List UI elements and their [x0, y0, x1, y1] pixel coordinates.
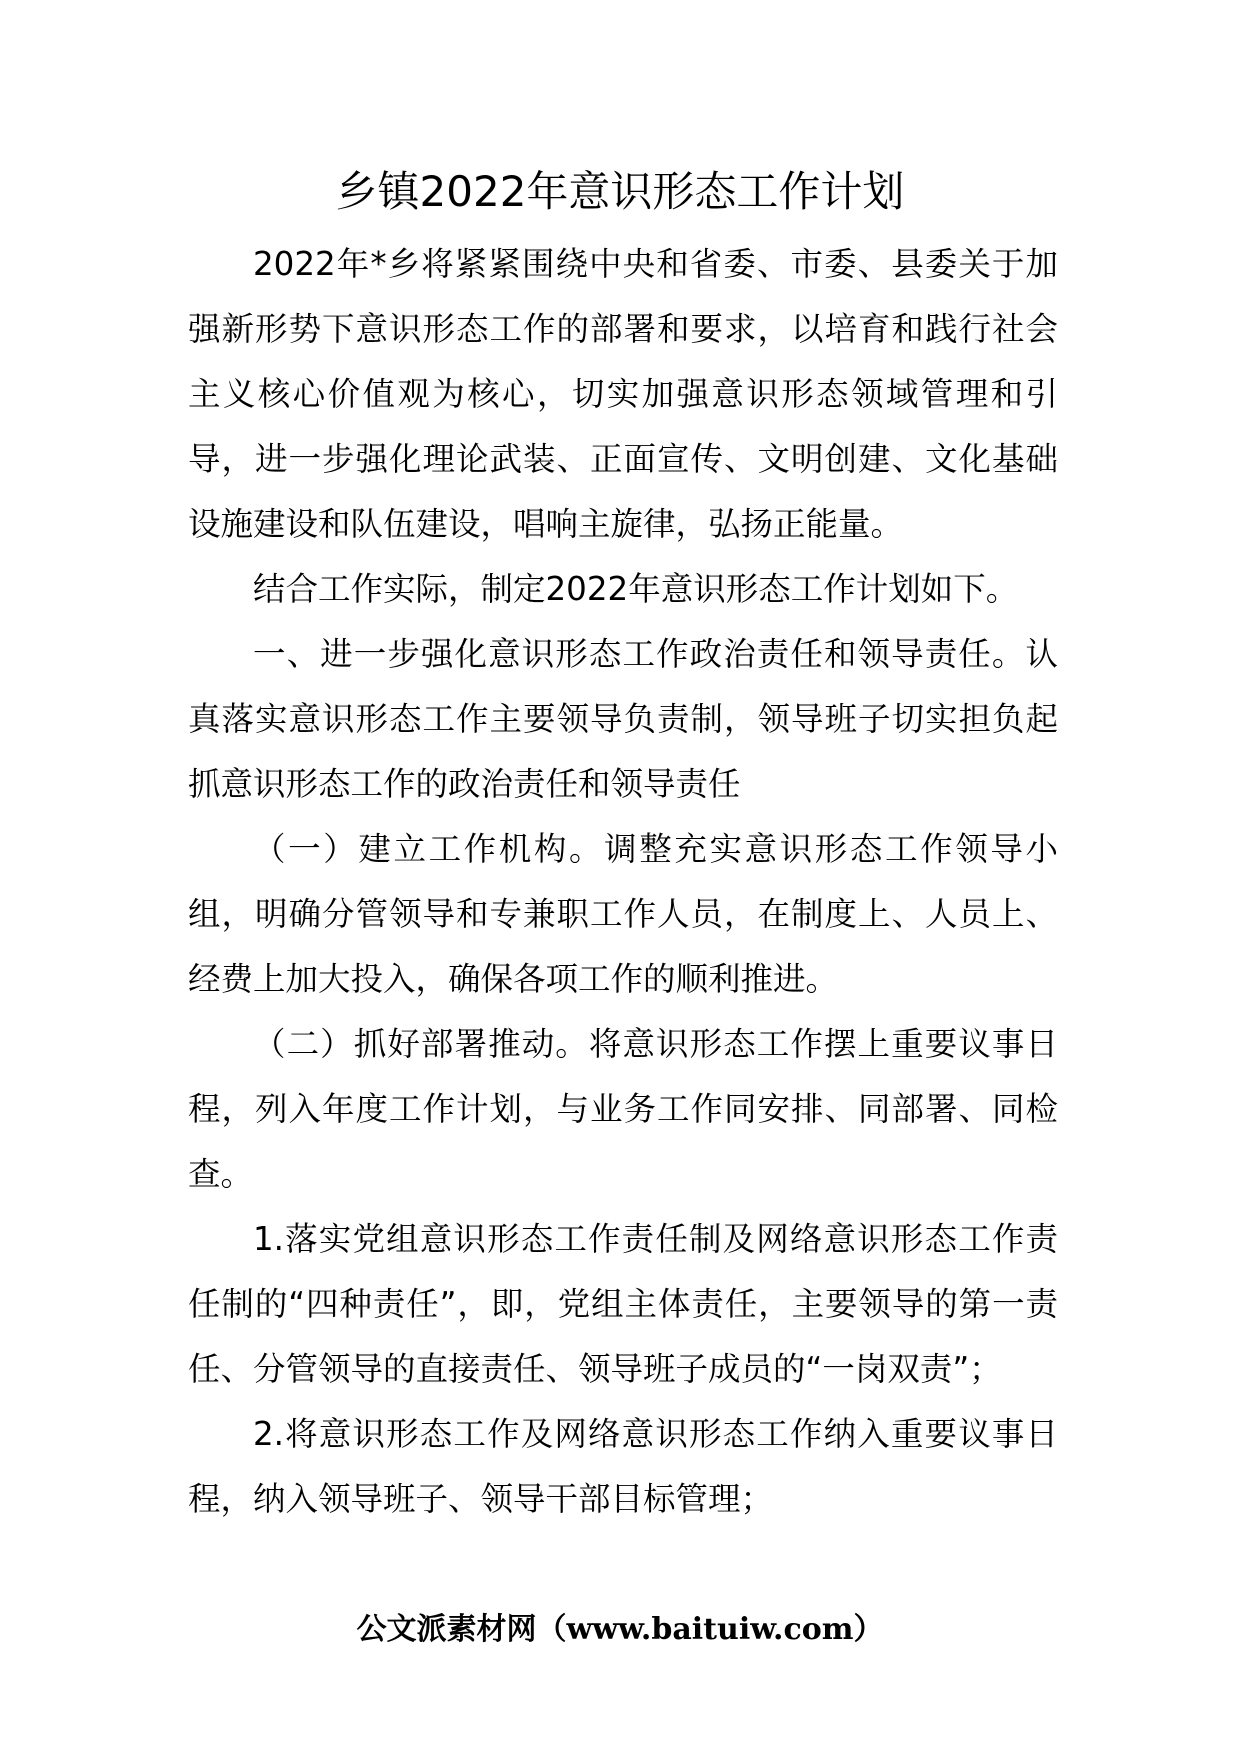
document-title: 乡镇2022年意识形态工作计划 — [335, 167, 905, 216]
paragraph-subsection-two: （二）抓好部署推动。将意识形态工作摆上重要议事日程，列入年度工作计划，与业务工作同安排、同部署、同检查。 — [188, 1025, 1058, 1193]
footer-watermark: 公文派素材网（www.baituiw.com） — [356, 1612, 884, 1647]
paragraph-item-two: 2.将意识形态工作及网络意识形态工作纳入重要议事日程，纳入领导班子、领导干部目标管理； — [188, 1415, 1058, 1518]
paragraph-section-one: 一、进一步强化意识形态工作政治责任和领导责任。认真落实意识形态工作主要领导负责制，领导班子切实担负起抓意识形态工作的政治责任和领导责任 — [188, 635, 1058, 803]
paragraph-subsection-one: （一）建立工作机构。调整充实意识形态工作领导小组，明确分管领导和专兼职工作人员，在制度上、人员上、经费上加大投入，确保各项工作的顺利推进。 — [188, 830, 1058, 998]
paragraph-item-one: 1.落实党组意识形态工作责任制及网络意识形态工作责任制的“四种责任”，即，党组主体责任，主要领导的第一责任、分管领导的直接责任、领导班子成员的“一岗双责”； — [188, 1220, 1058, 1388]
document-body — [188, 232, 1058, 1532]
paragraph-intro: 2022年*乡将紧紧围绕中央和省委、市委、县委关于加强新形势下意识形态工作的部署和要求，以培育和践行社会主义核心价值观为核心，切实加强意识形态领域管理和引导，进一步强化理论武装、正面宣传、文明创建、文化基础设施建设和队伍建设，唱响主旋律，弘扬正能量。 — [188, 245, 1058, 543]
paragraph-plan-statement: 结合工作实际，制定2022年意识形态工作计划如下。 — [253, 570, 1019, 608]
